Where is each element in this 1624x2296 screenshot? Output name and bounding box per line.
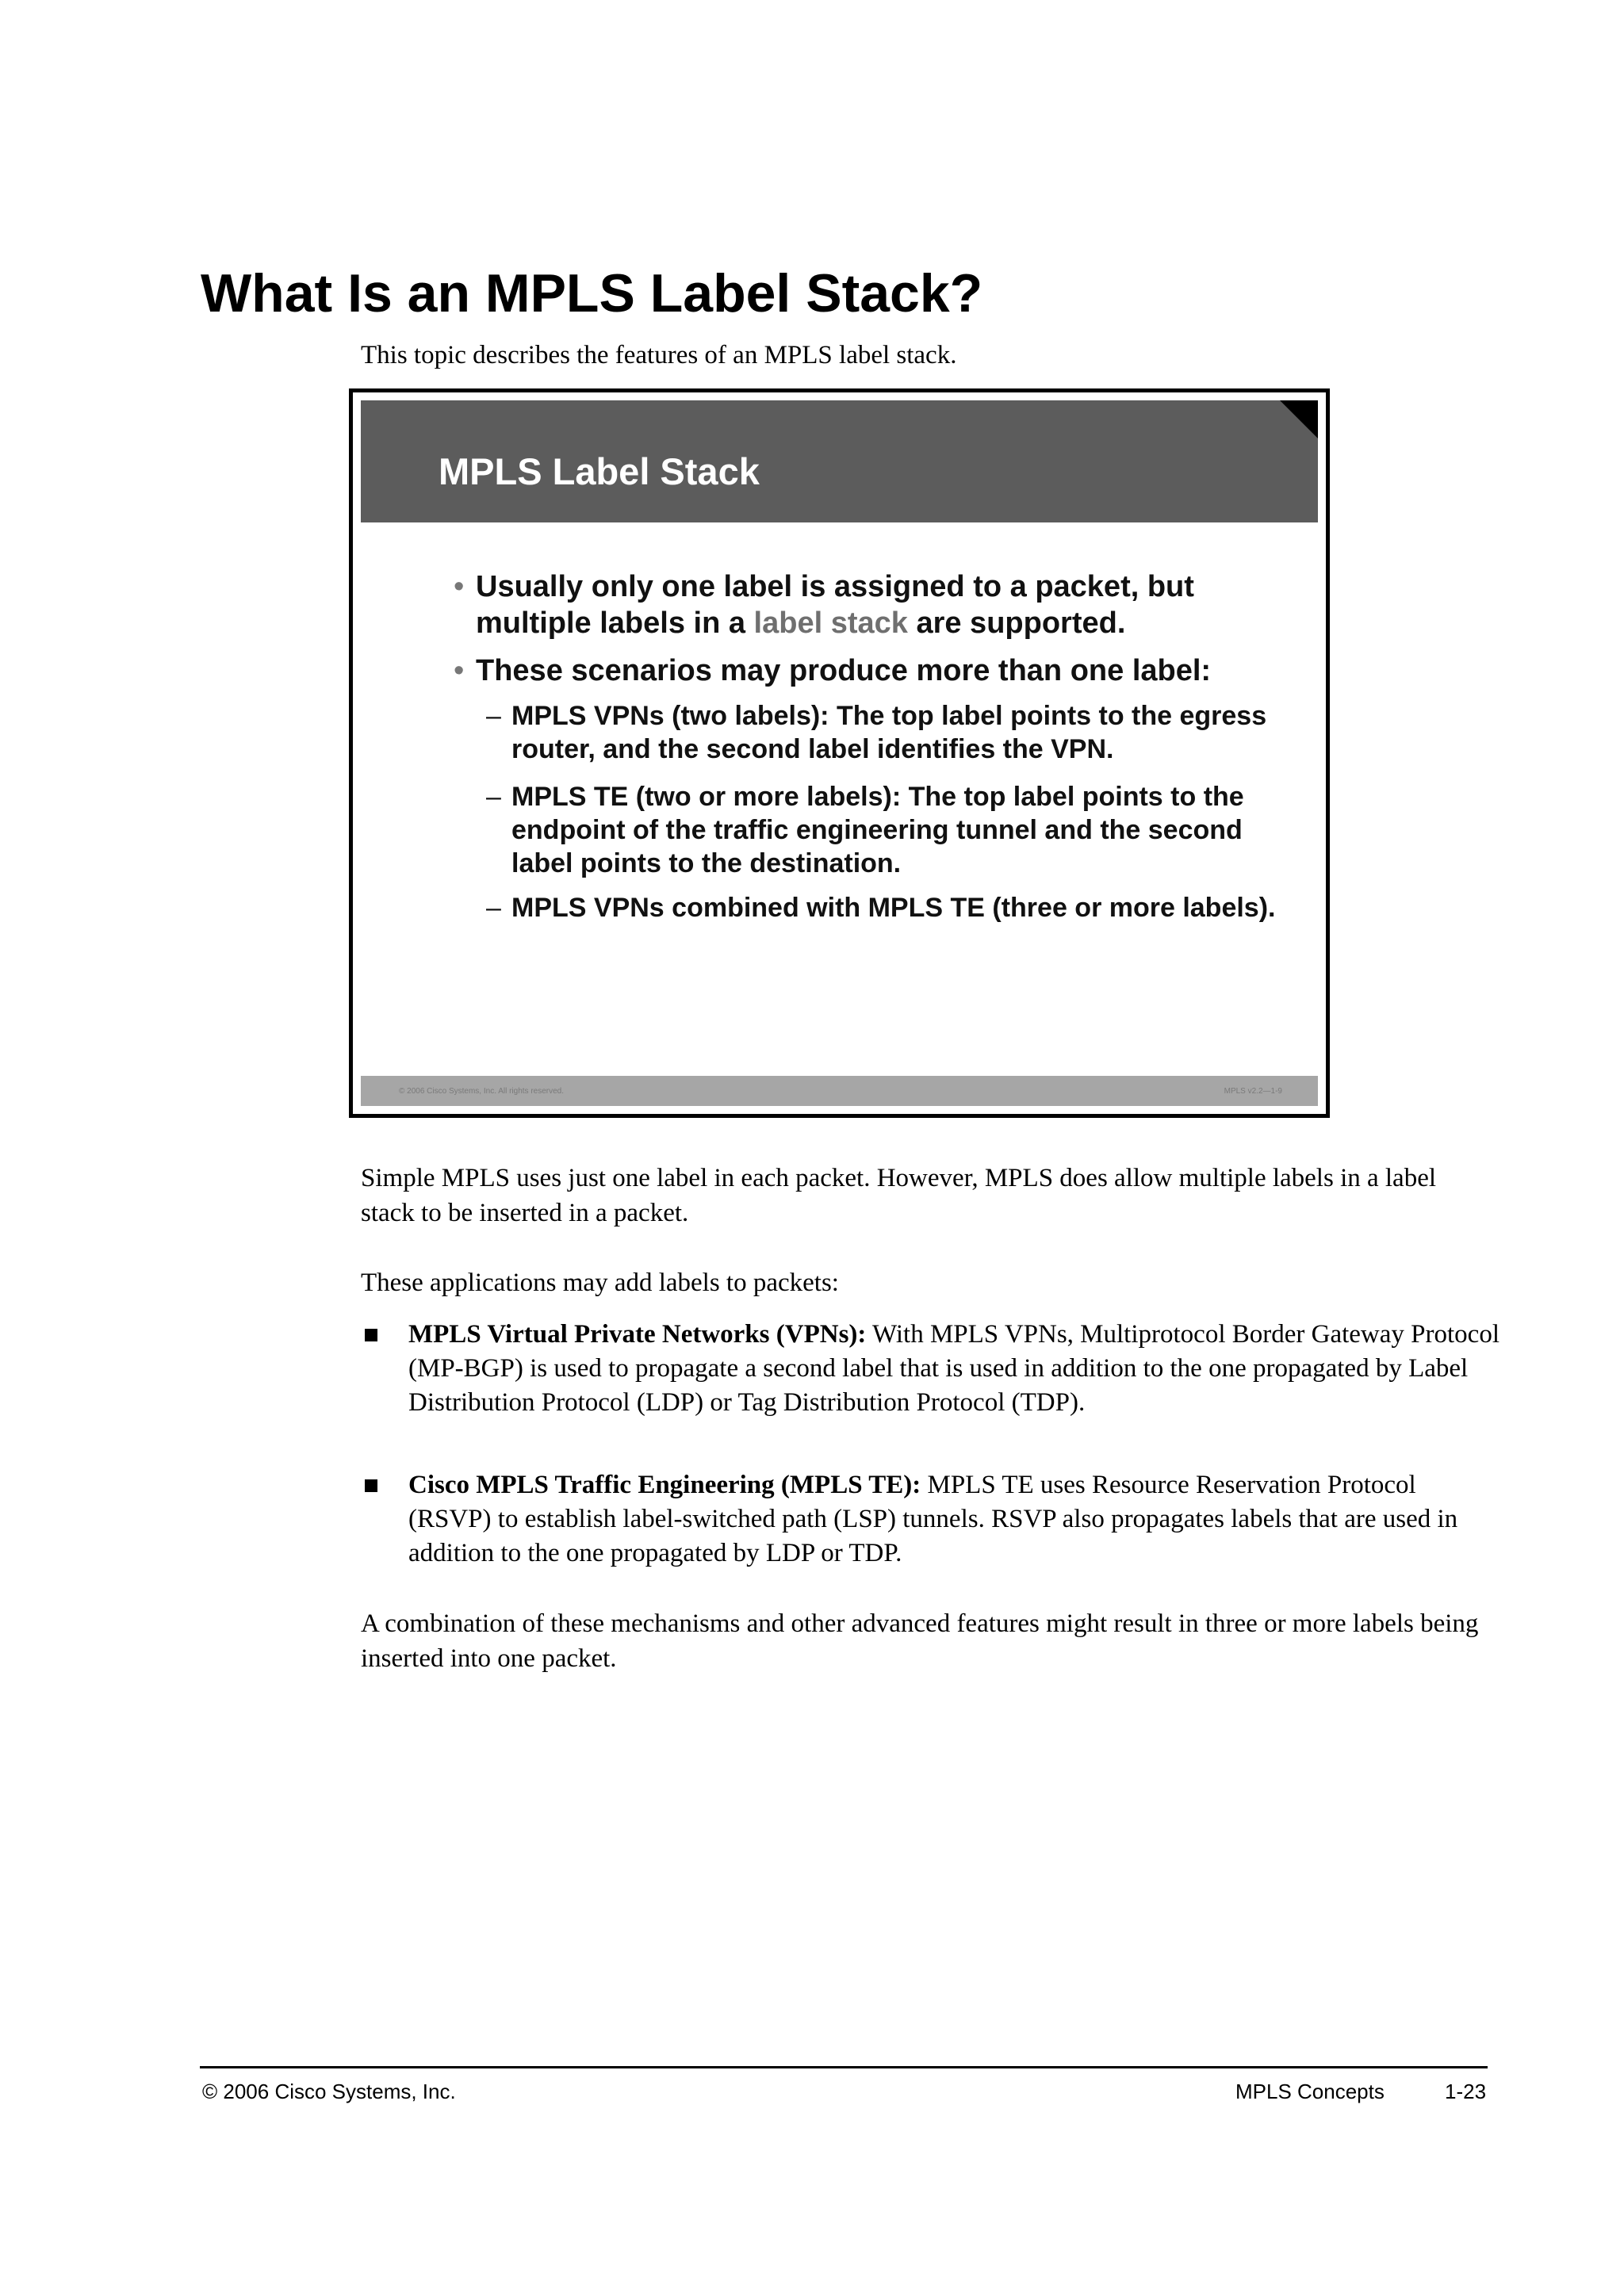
dash-marker: – [486, 893, 501, 923]
slide-body [353, 392, 1326, 1114]
list-item [408, 1318, 1503, 1420]
body-paragraph: Simple MPLS uses just one label in each packet. However, MPLS does allow multiple labels in a label stack to be inserted in a packet. [361, 1164, 1437, 1227]
slide-title: MPLS Label Stack [439, 450, 760, 492]
list-item-text: With MPLS VPNs, Multiprotocol Border Gateway Protocol (MP-BGP) is used to propagate a second label that is used in addition to the one propagated by Label Distribution Protocol (LDP) or Tag Distribution Protocol (TDP). [408, 1320, 1500, 1417]
footer-divider [200, 2066, 1488, 2068]
body-paragraph: These applications may add labels to packets: [361, 1269, 839, 1297]
bullet-dot: • [454, 654, 465, 687]
slide-footer [361, 1076, 1318, 1106]
bullet-text: These scenarios may produce more than one label: [476, 654, 1212, 687]
dash-marker: – [486, 701, 501, 731]
bullet-dot: • [454, 570, 465, 603]
subbullet-text: MPLS VPNs combined with MPLS TE (three or more labels). [511, 893, 1276, 923]
footer-section: MPLS Concepts [1235, 2080, 1385, 2103]
list-item-text: MPLS TE uses Resource Reservation Protocol (RSVP) to establish label-switched path (LSP) tunnels. RSVP also propagates labels that are used in addition to the one propagated by LDP or TDP. [408, 1471, 1458, 1567]
subbullet-text: MPLS TE (two or more labels): The top label points to the endpoint of the traffic engineering tunnel and the second label points to the destination. [511, 782, 1244, 878]
intro-text: This topic describes the features of an MPLS label stack. [361, 341, 957, 369]
highlight-label-stack: label stack [753, 607, 908, 640]
bullet-text-end: are supported. [907, 607, 1126, 640]
slide-copyright: © 2006 Cisco Systems, Inc. All rights reserved. [399, 1087, 565, 1096]
slide-subbullet [486, 699, 1304, 766]
slide-subbullet [486, 780, 1304, 880]
dash-marker: – [486, 782, 501, 812]
footer-copyright: © 2006 Cisco Systems, Inc. [202, 2080, 456, 2103]
square-bullet-icon [365, 1329, 377, 1341]
slide-number: MPLS v2.2—1-9 [1224, 1087, 1282, 1096]
footer-page-number: 1-23 [1445, 2080, 1487, 2103]
square-bullet-icon [365, 1479, 377, 1492]
list-item-term: MPLS Virtual Private Networks (VPNs): [408, 1320, 867, 1349]
subbullet-text: MPLS VPNs (two labels): The top label points to the egress router, and the second label identifies the VPN. [511, 701, 1267, 764]
body-paragraph: A combination of these mechanisms and other advanced features might result in three or more labels being inserted into one packet. [361, 1609, 1479, 1673]
slide-bullet [454, 652, 1293, 689]
slide-bullet [454, 568, 1293, 641]
bullet-text: Usually only one label is assigned to a packet, but multiple labels in a [476, 570, 1194, 640]
list-item-term: Cisco MPLS Traffic Engineering (MPLS TE): [408, 1471, 921, 1499]
slide-subbullet [486, 891, 1304, 924]
page-title: What Is an MPLS Label Stack? [201, 263, 983, 323]
list-item [408, 1468, 1503, 1571]
slide [349, 388, 1330, 1118]
